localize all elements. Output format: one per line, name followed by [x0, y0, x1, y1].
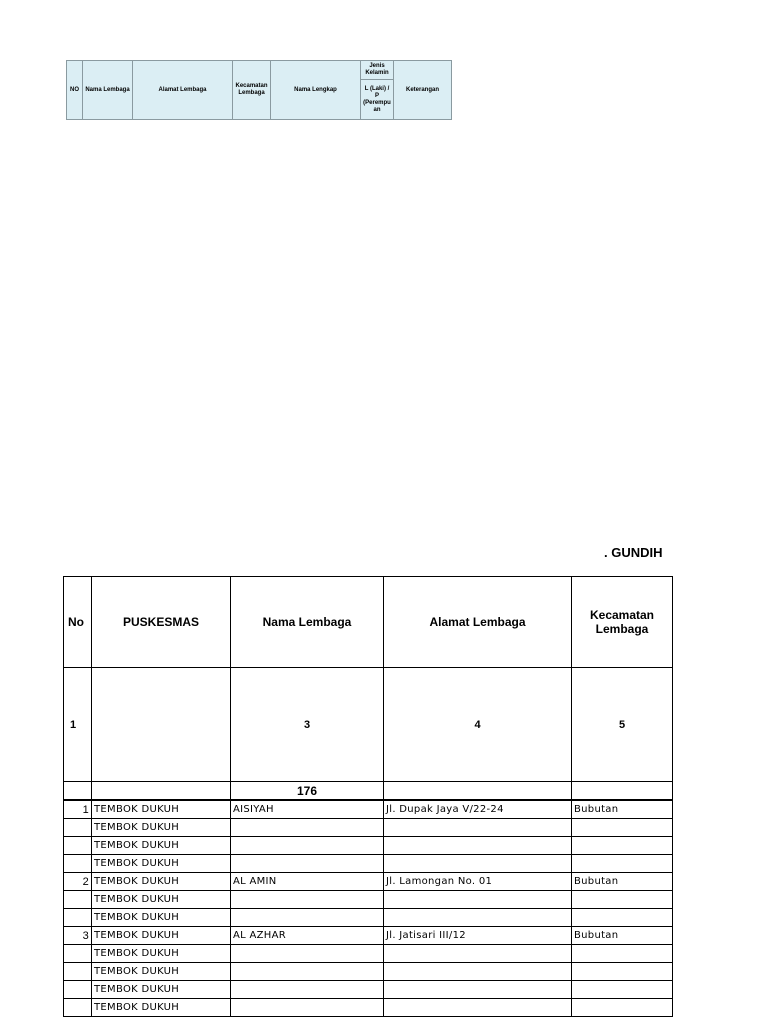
col-header-puskesmas: PUSKESMAS — [92, 577, 231, 668]
table-row — [64, 981, 673, 999]
col-header-no: No — [64, 577, 92, 668]
row-nama-lembaga — [231, 819, 384, 837]
row-nama-lembaga — [231, 963, 384, 981]
row-alamat-lembaga: Jl. Dupak Jaya V/22-24 — [384, 800, 572, 819]
row-alamat-lembaga — [384, 855, 572, 873]
row-no — [64, 981, 92, 999]
row-kecamatan-lembaga — [572, 837, 673, 855]
table-row — [64, 999, 673, 1017]
row-puskesmas: TEMBOK DUKUH — [92, 837, 231, 855]
col-number-kecamatan-lembaga: 5 — [572, 668, 673, 782]
row-nama-lembaga — [231, 945, 384, 963]
header-nama-lengkap: Nama Lengkap — [271, 61, 361, 120]
row-kecamatan-lembaga — [572, 945, 673, 963]
row-puskesmas: TEMBOK DUKUH — [92, 999, 231, 1017]
row-puskesmas: TEMBOK DUKUH — [92, 819, 231, 837]
row-no — [64, 909, 92, 927]
table-row — [64, 800, 673, 819]
row-no — [64, 945, 92, 963]
table-row — [64, 963, 673, 981]
row-puskesmas: TEMBOK DUKUH — [92, 909, 231, 927]
row-no: 1 — [64, 800, 92, 819]
row-kecamatan-lembaga — [572, 963, 673, 981]
document-title: . GUNDIH — [604, 545, 663, 560]
row-kecamatan-lembaga — [572, 999, 673, 1017]
row-kecamatan-lembaga — [572, 819, 673, 837]
row-alamat-lembaga — [384, 909, 572, 927]
col-number-no: 1 — [64, 668, 92, 782]
table-row — [64, 837, 673, 855]
row-no: 2 — [64, 873, 92, 891]
col-header-kecamatan-lembaga: Kecamatan Lembaga — [572, 577, 673, 668]
row-nama-lembaga — [231, 855, 384, 873]
row-puskesmas: TEMBOK DUKUH — [92, 855, 231, 873]
subtotal-empty-cell — [572, 782, 673, 801]
row-puskesmas: TEMBOK DUKUH — [92, 945, 231, 963]
row-puskesmas: TEMBOK DUKUH — [92, 873, 231, 891]
row-nama-lembaga — [231, 837, 384, 855]
header-kecamatan-lembaga: Kecamatan Lembaga — [233, 61, 271, 120]
row-nama-lembaga: AISIYAH — [231, 800, 384, 819]
table-row — [64, 819, 673, 837]
row-puskesmas: TEMBOK DUKUH — [92, 981, 231, 999]
column-number-row — [64, 668, 673, 782]
header-jenis-kelamin: Jenis Kelamin — [361, 61, 394, 80]
data-rows — [64, 800, 673, 1017]
row-puskesmas: TEMBOK DUKUH — [92, 963, 231, 981]
table-row — [64, 873, 673, 891]
row-alamat-lembaga — [384, 945, 572, 963]
subtotal-empty-cell — [64, 782, 92, 801]
row-alamat-lembaga — [384, 837, 572, 855]
row-nama-lembaga: AL AZHAR — [231, 927, 384, 945]
row-nama-lembaga — [231, 999, 384, 1017]
table-row — [64, 909, 673, 927]
row-no — [64, 855, 92, 873]
row-puskesmas: TEMBOK DUKUH — [92, 800, 231, 819]
row-alamat-lembaga — [384, 819, 572, 837]
header-jenis-kelamin-sub: L (Laki) / P (Perempu an — [361, 80, 394, 120]
row-nama-lembaga — [231, 891, 384, 909]
table-row — [64, 927, 673, 945]
col-header-nama-lembaga: Nama Lembaga — [231, 577, 384, 668]
main-data-table — [63, 576, 673, 1017]
row-puskesmas: TEMBOK DUKUH — [92, 891, 231, 909]
row-alamat-lembaga — [384, 891, 572, 909]
row-kecamatan-lembaga: Bubutan — [572, 800, 673, 819]
top-header-table — [66, 60, 452, 120]
header-no: NO — [67, 61, 83, 120]
row-kecamatan-lembaga — [572, 855, 673, 873]
table-row — [64, 945, 673, 963]
row-alamat-lembaga — [384, 981, 572, 999]
main-header-row — [64, 577, 673, 668]
row-kecamatan-lembaga — [572, 981, 673, 999]
row-kecamatan-lembaga — [572, 909, 673, 927]
col-number-alamat-lembaga: 4 — [384, 668, 572, 782]
row-no — [64, 963, 92, 981]
table-row — [64, 891, 673, 909]
row-no — [64, 837, 92, 855]
row-no: 3 — [64, 927, 92, 945]
row-no — [64, 819, 92, 837]
header-nama-lembaga: Nama Lembaga — [83, 61, 133, 120]
row-nama-lembaga — [231, 909, 384, 927]
row-alamat-lembaga: Jl. Lamongan No. 01 — [384, 873, 572, 891]
row-no — [64, 999, 92, 1017]
subtotal-value: 176 — [231, 782, 384, 801]
row-nama-lembaga: AL AMIN — [231, 873, 384, 891]
col-number-puskesmas — [92, 668, 231, 782]
row-puskesmas: TEMBOK DUKUH — [92, 927, 231, 945]
row-alamat-lembaga — [384, 999, 572, 1017]
row-alamat-lembaga — [384, 963, 572, 981]
subtotal-empty-cell — [384, 782, 572, 801]
subtotal-empty-cell — [92, 782, 231, 801]
row-kecamatan-lembaga: Bubutan — [572, 873, 673, 891]
row-nama-lembaga — [231, 981, 384, 999]
col-number-nama-lembaga: 3 — [231, 668, 384, 782]
row-kecamatan-lembaga — [572, 891, 673, 909]
header-alamat-lembaga: Alamat Lembaga — [133, 61, 233, 120]
row-kecamatan-lembaga: Bubutan — [572, 927, 673, 945]
header-keterangan: Keterangan — [394, 61, 452, 120]
subtotal-row — [64, 782, 673, 801]
table-row — [64, 855, 673, 873]
col-header-alamat-lembaga: Alamat Lembaga — [384, 577, 572, 668]
row-no — [64, 891, 92, 909]
row-alamat-lembaga: Jl. Jatisari III/12 — [384, 927, 572, 945]
